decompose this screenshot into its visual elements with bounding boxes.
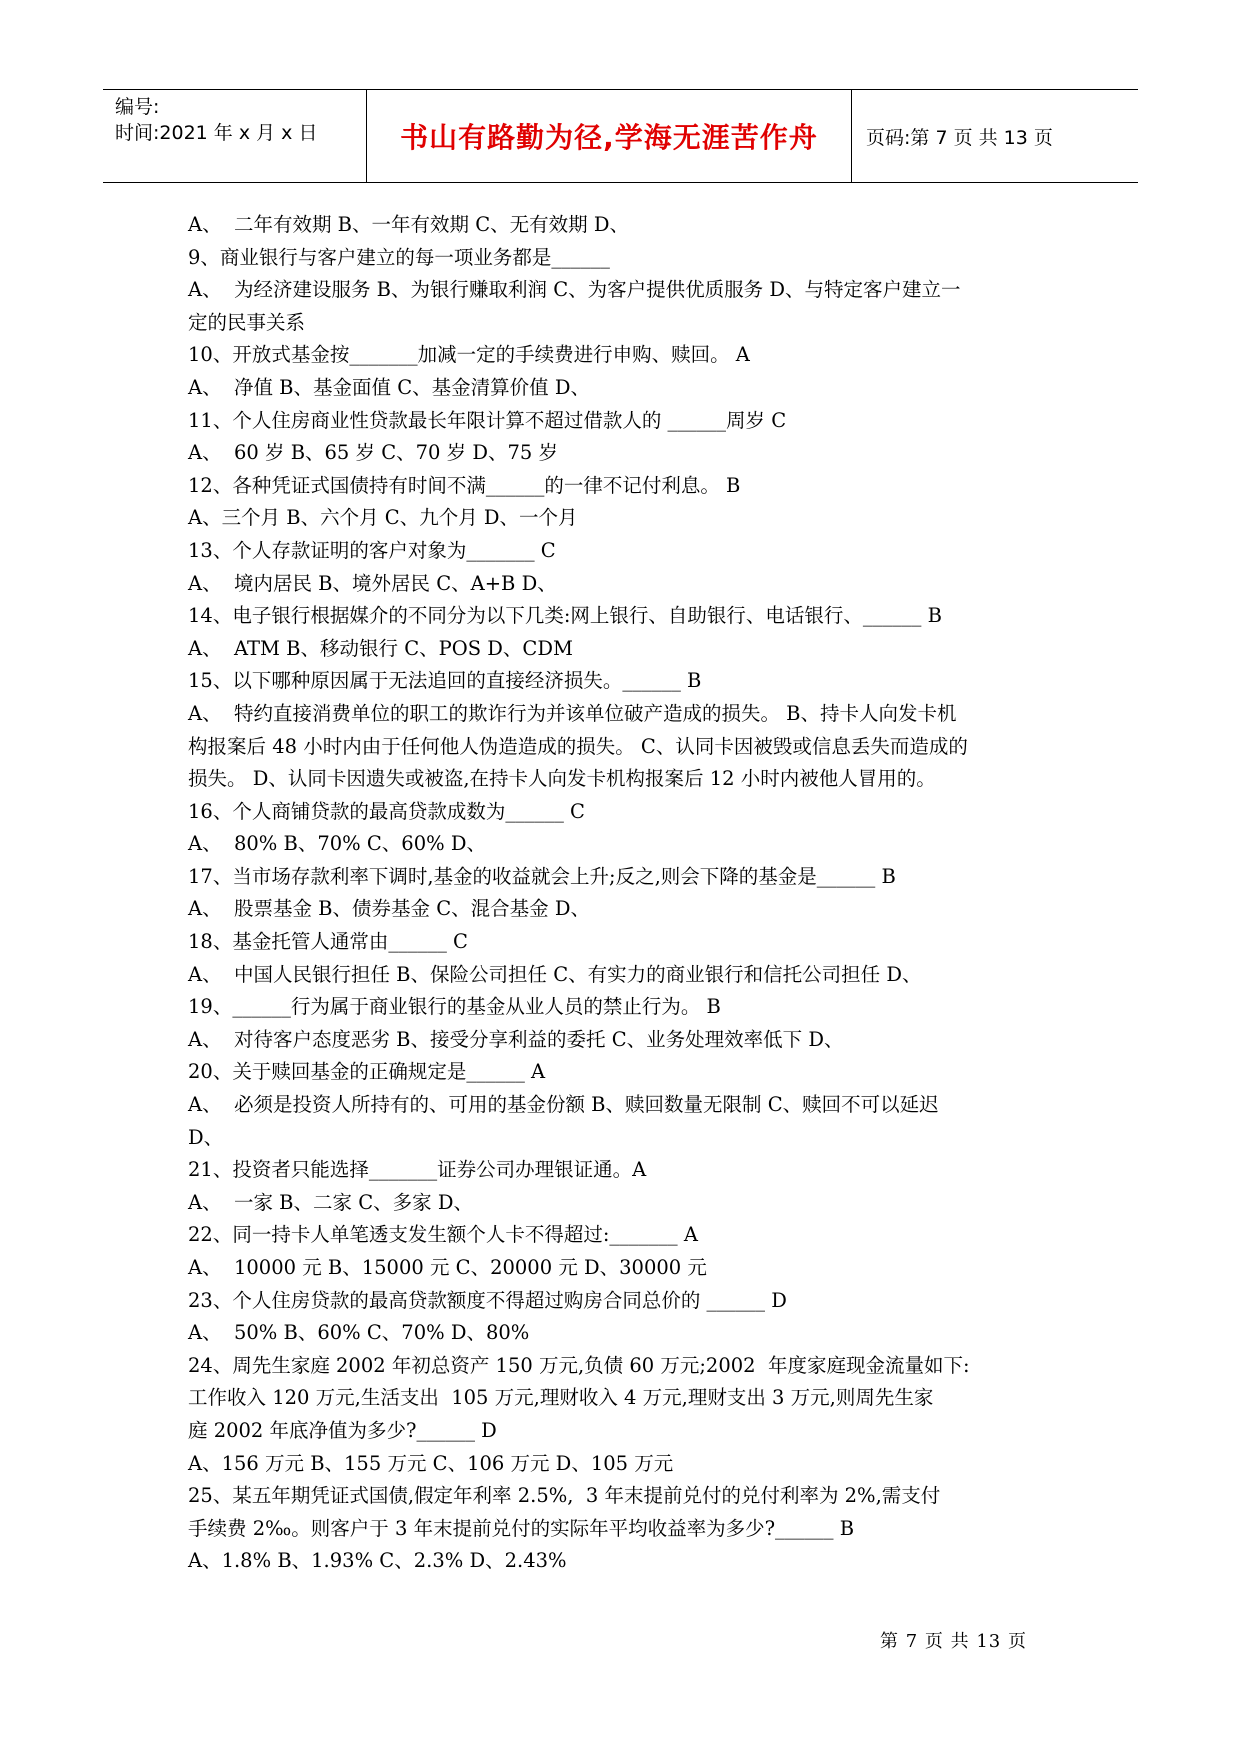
text-line: A、 60 岁 B、65 岁 C、70 岁 D、75 岁 xyxy=(188,441,559,465)
header-motto: 书山有路勤为径,学海无涯苦作舟 xyxy=(367,90,852,182)
text-line: A、 80% B、70% C、60% D、 xyxy=(188,832,486,856)
text-line: A、三个月 B、六个月 C、九个月 D、一个月 xyxy=(188,506,578,530)
text-line: 24、周先生家庭 2002 年初总资产 150 万元,负债 60 万元;2002 年度家庭现金流量如下: xyxy=(188,1353,970,1377)
text-line: A、156 万元 B、155 万元 C、106 万元 D、105 万元 xyxy=(188,1451,674,1475)
text-line: A、 10000 元 B、15000 元 C、20000 元 D、30000 元 xyxy=(188,1256,707,1279)
text-line: 11、个人住房商业性贷款最长年限计算不超过借款人的 ______周岁 C xyxy=(188,408,787,432)
text-line: 21、投资者只能选择_______证券公司办理银证通。A xyxy=(188,1158,647,1182)
text-line: D、 xyxy=(188,1125,224,1149)
text-line: A、 50% B、60% C、70% D、80% xyxy=(188,1321,530,1345)
text-line: A、 对待客户态度恶劣 B、接受分享利益的委托 C、业务处理效率低下 D、 xyxy=(188,1027,844,1051)
text-line: A、 特约直接消费单位的职工的欺诈行为并该单位破产造成的损失。 B、持卡人向发卡机 xyxy=(188,701,957,725)
text-line: A、 为经济建设服务 B、为银行赚取利润 C、为客户提供优质服务 D、与特定客户建立一 xyxy=(188,278,961,302)
text-line: 12、各种凭证式国债持有时间不满______的一律不记付利息。 B xyxy=(188,473,741,497)
page-header xyxy=(103,89,1138,183)
page-footer: 第 7 页 共 13 页 xyxy=(880,1631,1027,1652)
text-line: 17、当市场存款利率下调时,基金的收益就会上升;反之,则会下降的基金是______ B xyxy=(188,864,896,888)
document-number-label: 编号: xyxy=(115,96,160,118)
text-line: A、 股票基金 B、债券基金 C、混合基金 D、 xyxy=(188,897,590,921)
text-line: 16、个人商铺贷款的最高贷款成数为______ C xyxy=(188,799,585,823)
text-line: 手续费 2‰。则客户于 3 年末提前兑付的实际年平均收益率为多少?______ B xyxy=(188,1516,855,1540)
text-line: 20、关于赎回基金的正确规定是______ A xyxy=(188,1060,546,1084)
text-line: 19、______行为属于商业银行的基金从业人员的禁止行为。 B xyxy=(188,995,721,1019)
text-line: 15、以下哪种原因属于无法追回的直接经济损失。______ B xyxy=(188,669,702,693)
text-line: 庭 2002 年底净值为多少?______ D xyxy=(188,1418,497,1442)
text-line: 14、电子银行根据媒介的不同分为以下几类:网上银行、自助银行、电话银行、______ B xyxy=(188,604,942,628)
text-line: 定的民事关系 xyxy=(188,310,306,334)
header-meta xyxy=(103,90,367,182)
text-line: A、 净值 B、基金面值 C、基金清算价值 D、 xyxy=(188,375,590,399)
text-line: A、 ATM B、移动银行 C、POS D、CDM xyxy=(188,636,573,660)
text-line: A、 必须是投资人所持有的、可用的基金份额 B、赎回数量无限制 C、赎回不可以延迟 xyxy=(188,1093,939,1117)
text-line: A、 中国人民银行担任 B、保险公司担任 C、有实力的商业银行和信托公司担任 D、 xyxy=(188,962,922,986)
text-line: A、 二年有效期 B、一年有效期 C、无有效期 D、 xyxy=(188,213,629,236)
text-line: 10、开放式基金按_______加减一定的手续费进行申购、赎回。 A xyxy=(188,343,750,367)
text-line: 构报案后 48 小时内由于任何他人伪造造成的损失。 C、认同卡因被毁或信息丢失而造成的 xyxy=(188,734,968,758)
text-line: 工作收入 120 万元,生活支出 105 万元,理财收入 4 万元,理财支出 3 万元,则周先生家 xyxy=(188,1386,934,1410)
text-line: 23、个人住房贷款的最高贷款额度不得超过购房合同总价的 ______ D xyxy=(188,1288,787,1312)
text-line: A、1.8% B、1.93% C、2.3% D、2.43% xyxy=(188,1549,567,1573)
text-line: 损失。 D、认同卡因遗失或被盗,在持卡人向发卡机构报案后 12 小时内被他人冒用的。 xyxy=(188,767,936,791)
text-line: 13、个人存款证明的客户对象为_______ C xyxy=(188,538,556,562)
header-page-number: 页码:第 7 页 共 13 页 xyxy=(866,126,1053,149)
text-line: A、 一家 B、二家 C、多家 D、 xyxy=(188,1190,473,1214)
text-line: 18、基金托管人通常由______ C xyxy=(188,930,468,954)
text-line: A、 境内居民 B、境外居民 C、A+B D、 xyxy=(188,571,557,595)
document-time-label: 时间:2021 年 x 月 x 日 xyxy=(115,122,318,144)
document-body xyxy=(188,209,1056,1578)
text-line: 22、同一持卡人单笔透支发生额个人卡不得超过:_______ A xyxy=(188,1223,698,1247)
text-line: 9、商业银行与客户建立的每一项业务都是______ xyxy=(188,245,610,269)
text-line: 25、某五年期凭证式国债,假定年利率 2.5%, 3 年末提前兑付的兑付利率为 2%,需支付 xyxy=(188,1484,941,1508)
